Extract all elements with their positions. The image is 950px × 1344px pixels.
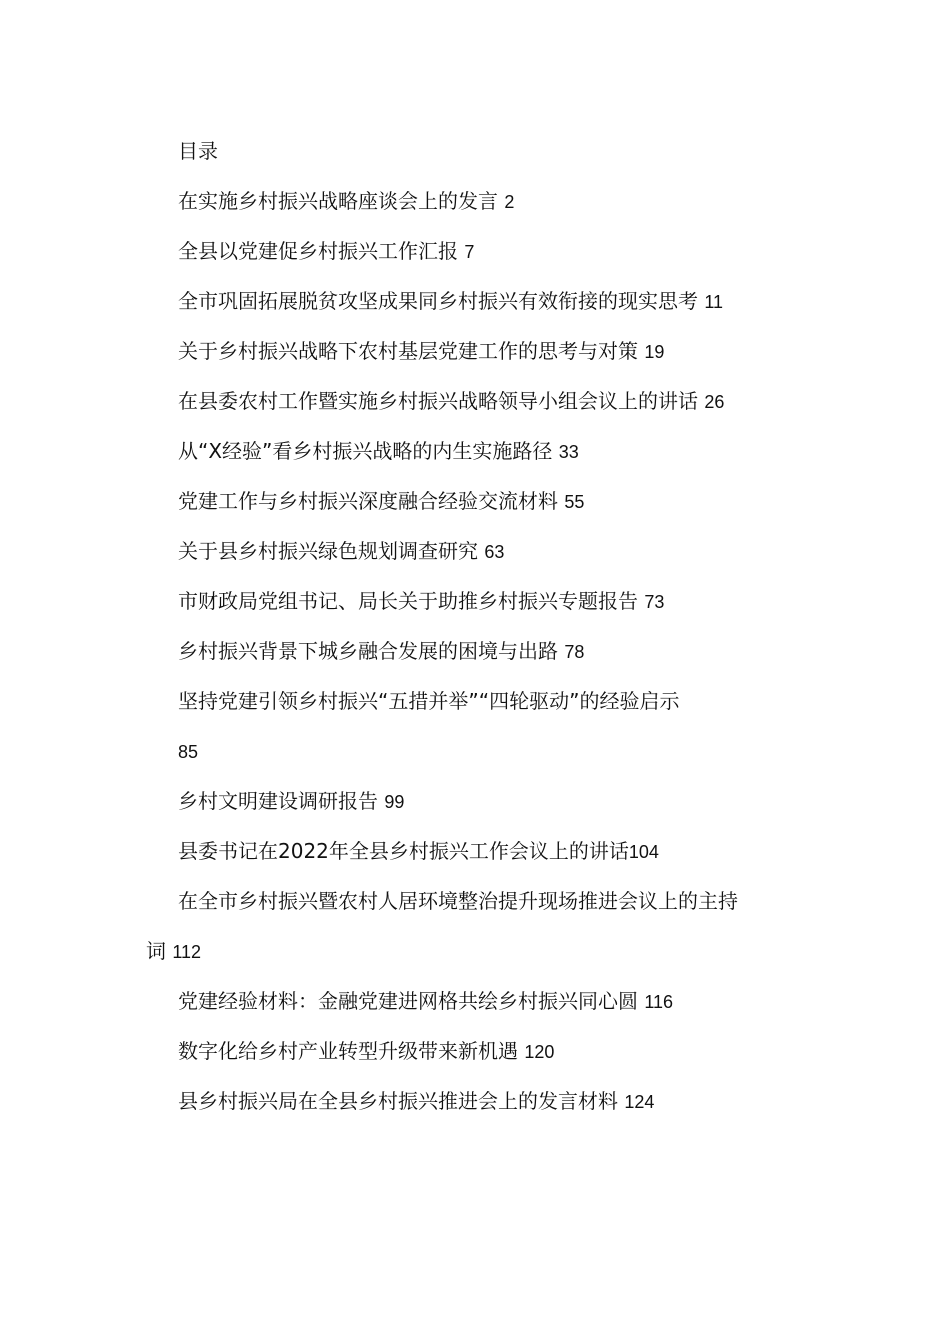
toc-entry-title: 在县委农村工作暨实施乡村振兴战略领导小组会议上的讲话	[178, 389, 698, 413]
toc-entry[interactable]	[178, 436, 579, 467]
toc-entry-title: 数字化给乡村产业转型升级带来新机遇	[178, 1039, 518, 1063]
toc-entry-title: 市财政局党组书记、局长关于助推乡村振兴专题报告	[178, 589, 638, 613]
toc-entry[interactable]	[178, 836, 659, 867]
toc-entry-page: 11	[704, 292, 724, 312]
toc-entry-page: 7	[464, 242, 475, 262]
toc-heading: 目录	[178, 139, 218, 163]
toc-entry-page: 63	[484, 542, 505, 562]
toc-entry[interactable]	[178, 636, 584, 667]
toc-entry-title: 乡村文明建设调研报告	[178, 789, 378, 813]
toc-entry[interactable]	[178, 536, 504, 567]
toc-entry-page: 116	[644, 992, 674, 1012]
toc-entry-title: 全县以党建促乡村振兴工作汇报	[178, 239, 458, 263]
toc-entry[interactable]	[178, 886, 738, 917]
toc-entry-title: 县委书记在2022年全县乡村振兴工作会议上的讲话	[178, 839, 629, 863]
toc-entry-page: 104	[628, 842, 659, 862]
toc-entry-title: 县乡村振兴局在全县乡村振兴推进会上的发言材料	[178, 1089, 618, 1113]
toc-entry-title: 乡村振兴背景下城乡融合发展的困境与出路	[178, 639, 558, 663]
toc-entry[interactable]	[178, 186, 514, 217]
toc-entry-page: 26	[704, 392, 725, 412]
toc-entry[interactable]	[178, 336, 664, 367]
toc-entry-page: 73	[644, 592, 665, 612]
toc-entry-page: 55	[564, 492, 585, 512]
toc-entry-page: 2	[504, 192, 515, 212]
toc-entry[interactable]	[178, 786, 404, 817]
toc-entry-title: 党建经验材料：金融党建进网格共绘乡村振兴同心圆	[178, 989, 638, 1013]
toc-entry[interactable]	[178, 1086, 654, 1117]
toc-entry[interactable]	[178, 486, 584, 517]
toc-entry-title: 坚持党建引领乡村振兴“五措并举”“四轮驱动”的经验启示	[178, 689, 680, 713]
toc-entry[interactable]	[178, 286, 723, 317]
toc-entry-title: 关于乡村振兴战略下农村基层党建工作的思考与对策	[178, 339, 638, 363]
toc-entry-page: 33	[558, 442, 579, 462]
toc-entry[interactable]	[178, 386, 724, 417]
toc-entry[interactable]	[178, 586, 664, 617]
toc-entry-page: 99	[384, 792, 405, 812]
toc-entry[interactable]	[178, 986, 673, 1017]
toc-entry-continuation[interactable]	[178, 736, 198, 767]
toc-entry-page: 85	[178, 742, 199, 762]
toc-entry-title: 关于县乡村振兴绿色规划调查研究	[178, 539, 478, 563]
toc-entry-continuation[interactable]	[146, 936, 201, 967]
toc-entry-page: 19	[644, 342, 665, 362]
toc-entry[interactable]	[178, 236, 474, 267]
toc-entry-title: 从“X经验”看乡村振兴战略的内生实施路径	[178, 439, 553, 463]
toc-entry-page: 112	[172, 942, 202, 962]
toc-entry-page: 124	[624, 1092, 655, 1112]
toc-entry-title: 在全市乡村振兴暨农村人居环境整治提升现场推进会议上的主持	[178, 889, 738, 913]
toc-entry[interactable]	[178, 686, 679, 717]
toc-entry-title: 党建工作与乡村振兴深度融合经验交流材料	[178, 489, 558, 513]
toc-entry-title: 词	[146, 939, 166, 963]
toc-entry-page: 78	[564, 642, 585, 662]
toc-entry-title: 在实施乡村振兴战略座谈会上的发言	[178, 189, 498, 213]
toc-entry[interactable]	[178, 1036, 554, 1067]
toc-entry-title: 全市巩固拓展脱贫攻坚成果同乡村振兴有效衔接的现实思考	[178, 289, 698, 313]
toc-entry-page: 120	[524, 1042, 555, 1062]
